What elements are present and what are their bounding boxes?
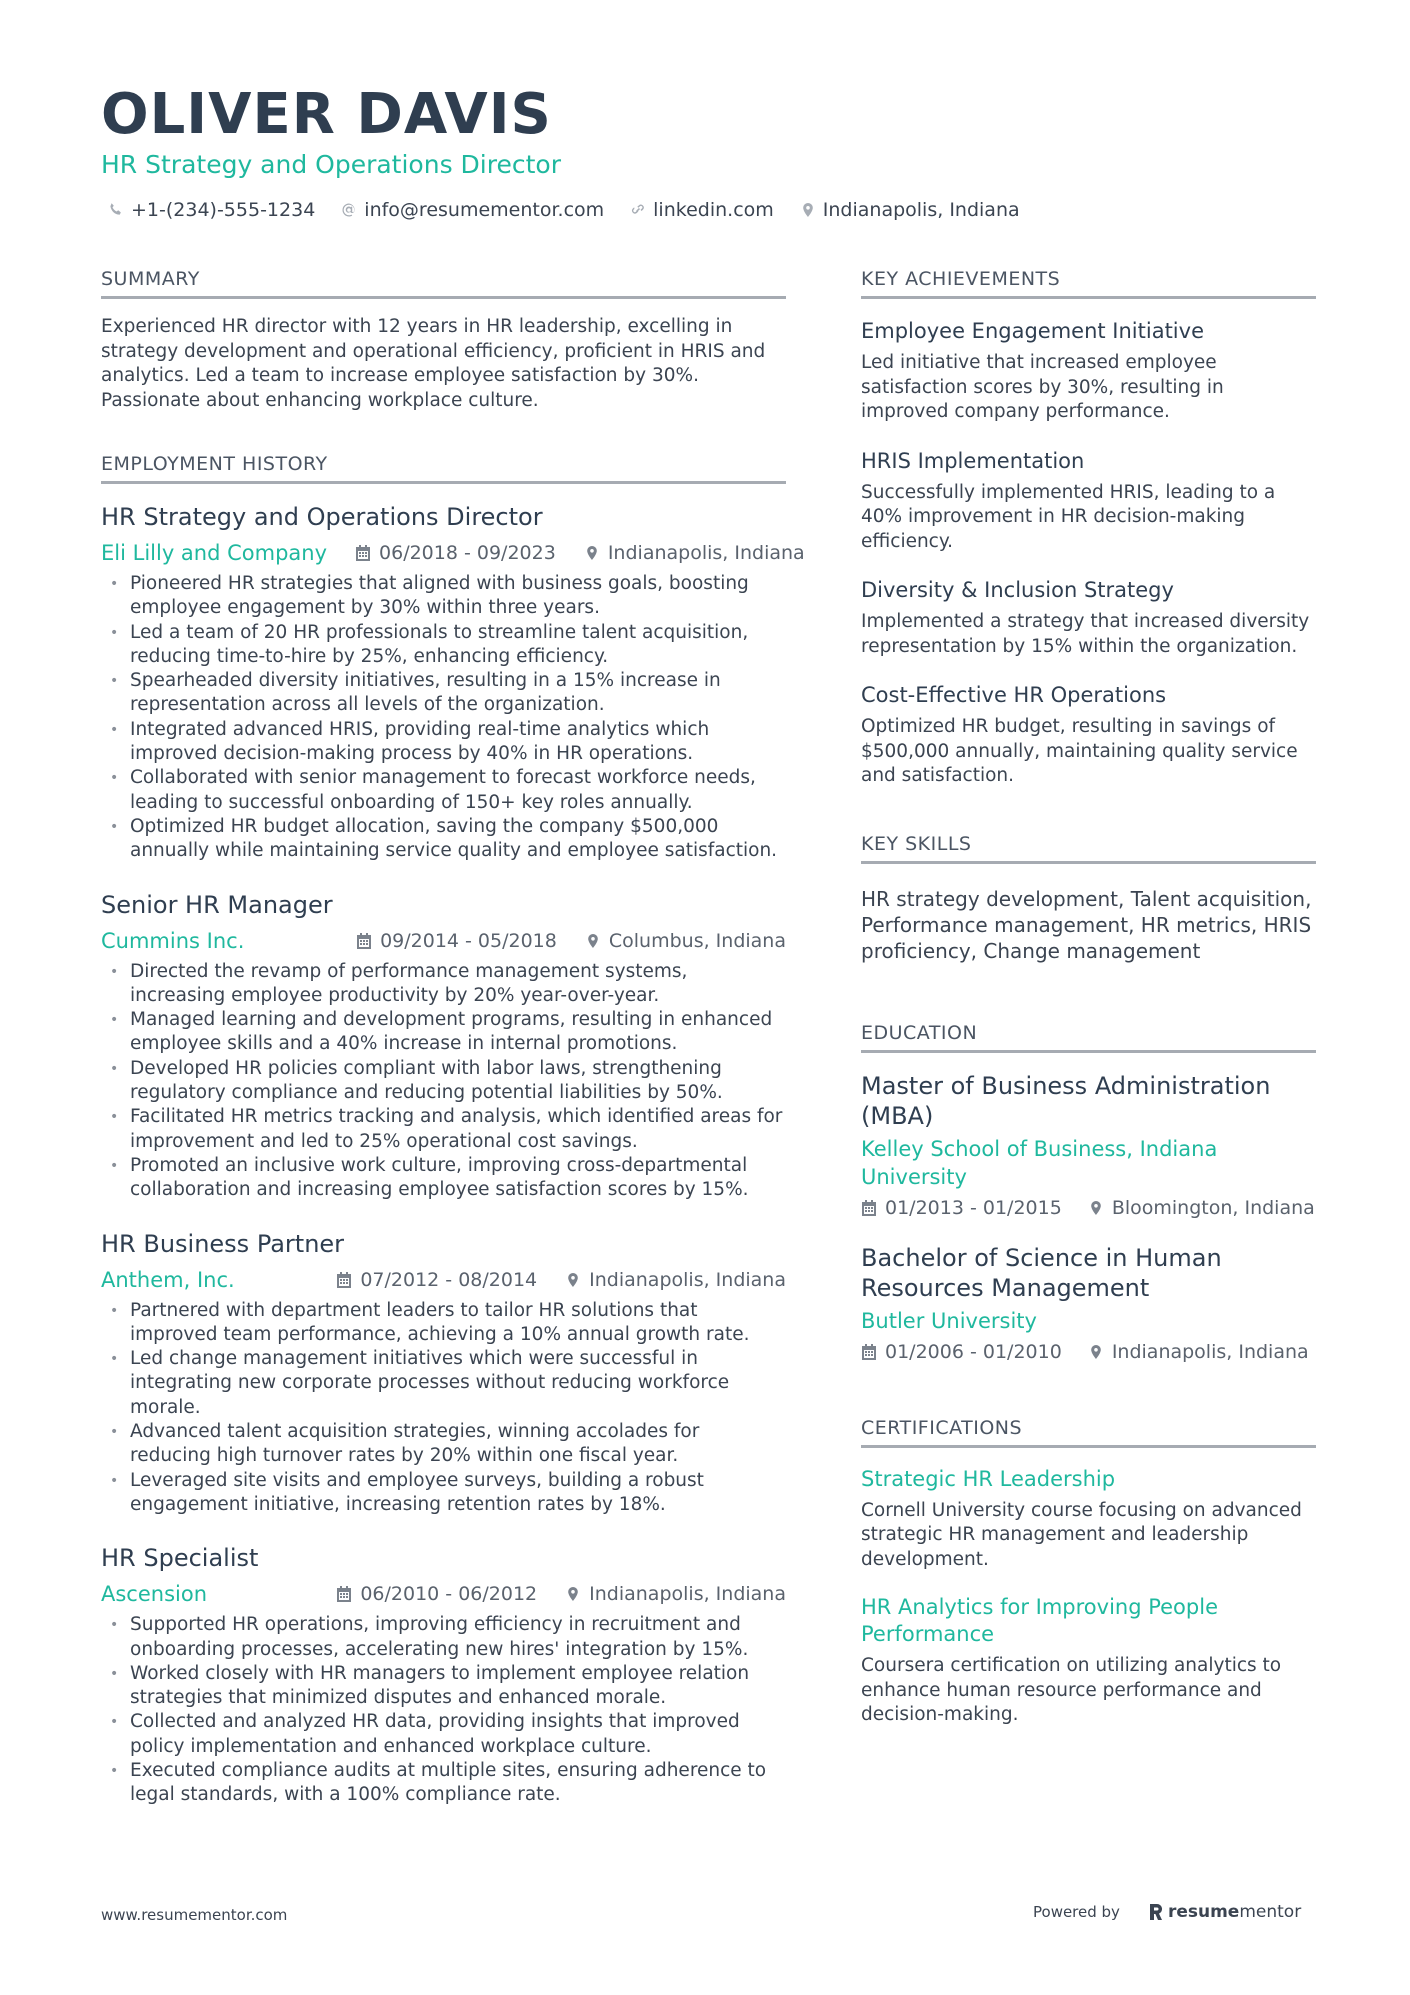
- job-dates: [336, 1269, 537, 1291]
- achievement-text: Led initiative that increased employee satisfaction scores by 30%, resulting in improved company performance.: [861, 352, 1224, 422]
- job-dates: [356, 930, 557, 952]
- job-location-text: Indianapolis, Indiana: [589, 1583, 786, 1606]
- resumementor-logo-icon: [1148, 1903, 1164, 1921]
- education-location: [1088, 1197, 1315, 1219]
- education-item: [861, 1071, 1316, 1219]
- list-item: • Led change management initiatives which were successful in integrating new corporate processes without reducing workforce morale.: [101, 1347, 786, 1420]
- education-location-text: Indianapolis, Indiana: [1111, 1340, 1309, 1363]
- list-item: • Supported HR operations, improving efficiency in recruitment and onboarding processes, accelerating new hires' integration by 15%.: [101, 1613, 786, 1662]
- list-item: • Collected and analyzed HR data, providing insights that improved policy implementation and enhanced workplace culture.: [101, 1710, 786, 1759]
- education-meta: [861, 1341, 1316, 1363]
- education-dates: [861, 1197, 1062, 1219]
- list-item: • Promoted an inclusive work culture, improving cross-departmental collaboration and increasing employee satisfaction scores by 15%.: [101, 1154, 786, 1203]
- achievement-title: Cost-Effective HR Operations: [861, 683, 1167, 707]
- job-location-text: Indianapolis, Indiana: [589, 1268, 786, 1291]
- job-location-text: Columbus, Indiana: [608, 929, 786, 952]
- job-bullets: [101, 960, 786, 1203]
- achievement-item: [861, 447, 1316, 555]
- list-item: • Developed HR policies compliant with labor laws, strengthening regulatory compliance and reducing potential liabilities by 50%.: [101, 1057, 786, 1106]
- job-title: HR Strategy and Operations Director: [101, 503, 543, 531]
- location-icon: [1088, 1200, 1104, 1216]
- job-location: [565, 1583, 786, 1605]
- job-bullets: [101, 572, 786, 864]
- job-meta: [101, 1579, 786, 1609]
- achievement-text: Optimized HR budget, resulting in savings of $500,000 annually, maintaining quality service and satisfaction.: [861, 716, 1298, 786]
- job-dates-text: 07/2012 - 08/2014: [360, 1268, 538, 1291]
- job-location: [585, 930, 786, 952]
- summary-section: [101, 268, 786, 413]
- achievement-title: HRIS Implementation: [861, 448, 1085, 473]
- certification-title: HR Analytics for Improving People Performance: [861, 1595, 1218, 1646]
- brand-logo: [1148, 1902, 1301, 1922]
- contact-linkedin-text: linkedin.com: [653, 199, 774, 221]
- contact-email: [341, 199, 604, 221]
- achievement-text: Successfully implemented HRIS, leading to a 40% improvement in HR decision-making efficiency.: [861, 481, 1276, 552]
- certification-title: Strategic HR Leadership: [861, 1466, 1116, 1491]
- calendar-icon: [356, 933, 372, 949]
- list-item: • Optimized HR budget allocation, saving the company $500,000 annually while maintaining service quality and employee satisfaction.: [101, 815, 786, 864]
- calendar-icon: [336, 1272, 352, 1288]
- footer-powered-by: [1033, 1902, 1301, 1922]
- job-location: [565, 1269, 786, 1291]
- list-item: • Directed the revamp of performance management systems, increasing employee productivity by 20% year-over-year.: [101, 960, 786, 1009]
- job-meta: [101, 1265, 786, 1295]
- achievement-title: Diversity & Inclusion Strategy: [861, 578, 1174, 602]
- candidate-role: HR Strategy and Operations Director: [101, 150, 561, 179]
- calendar-icon: [355, 545, 371, 561]
- education-heading: EDUCATION: [861, 1022, 1316, 1053]
- job-bullets: [101, 1613, 786, 1807]
- brand-name-bold: resume: [1167, 1902, 1240, 1922]
- skills-section: [861, 833, 1316, 964]
- footer-website: www.resumementor.com: [101, 1906, 288, 1924]
- calendar-icon: [336, 1586, 352, 1602]
- education-location: [1088, 1341, 1309, 1363]
- job-meta: [101, 926, 786, 956]
- list-item: • Facilitated HR metrics tracking and analysis, which identified areas for improvement and led to 25% operational cost savings.: [101, 1105, 786, 1154]
- achievements-heading: KEY ACHIEVEMENTS: [861, 268, 1316, 299]
- phone-icon: [108, 202, 124, 218]
- education-location-text: Bloomington, Indiana: [1111, 1196, 1315, 1219]
- job-title: HR Business Partner: [101, 1229, 345, 1258]
- location-icon: [565, 1586, 581, 1602]
- certification-item: [861, 1466, 1316, 1573]
- list-item: • Managed learning and development programs, resulting in enhanced employee skills and a 40% increase in internal promotions.: [101, 1008, 786, 1057]
- list-item: • Led a team of 20 HR professionals to streamline talent acquisition, reducing time-to-hire by 25%, enhancing efficiency.: [101, 621, 786, 670]
- job-entry: [101, 1229, 786, 1518]
- list-item: • Pioneered HR strategies that aligned with business goals, boosting employee engagement by 30% within three years.: [101, 572, 786, 621]
- list-item: • Integrated advanced HRIS, providing real-time analytics which improved decision-making process by 40% in HR operations.: [101, 718, 786, 767]
- right-column: [861, 268, 1316, 1728]
- skills-text: HR strategy development, Talent acquisition, Performance management, HR metrics, HRIS proficiency, Change management: [861, 886, 1312, 963]
- list-item: • Worked closely with HR managers to implement employee relation strategies that minimized disputes and enhanced morale.: [101, 1662, 786, 1711]
- education-degree: Master of Business Administration (MBA): [861, 1071, 1271, 1130]
- contact-phone-text: +1-(234)-555-1234: [131, 199, 316, 221]
- list-item: • Collaborated with senior management to forecast workforce needs, leading to successful onboarding of 150+ key roles annually.: [101, 766, 786, 815]
- job-bullets: [101, 1299, 786, 1518]
- location-icon: [585, 933, 601, 949]
- list-item: • Spearheaded diversity initiatives, resulting in a 15% increase in representation across all levels of the organization.: [101, 669, 786, 718]
- at-icon: [341, 202, 357, 218]
- job-location-text: Indianapolis, Indiana: [607, 542, 805, 564]
- education-dates-text: 01/2013 - 01/2015: [885, 1196, 1062, 1219]
- location-icon: [584, 545, 600, 561]
- contact-linkedin: [630, 199, 774, 221]
- job-entry: [101, 1543, 786, 1807]
- education-dates-text: 01/2006 - 01/2010: [885, 1340, 1062, 1363]
- certifications-heading: CERTIFICATIONS: [861, 1417, 1316, 1448]
- achievement-item: [861, 681, 1316, 789]
- job-company: Eli Lilly and Company: [101, 541, 328, 565]
- achievement-item: [861, 317, 1316, 425]
- job-entry: [101, 502, 805, 864]
- summary-text: Experienced HR director with 12 years in HR leadership, excelling in strategy development and operational efficiency, proficient in HRIS and analytics. Led a team to increase employee satisfaction by 30%. Passionate about enhancing workplace culture.: [101, 316, 766, 411]
- calendar-icon: [861, 1200, 877, 1216]
- education-item: [861, 1243, 1316, 1363]
- employment-section: [101, 453, 805, 1808]
- achievement-item: [861, 576, 1316, 659]
- education-degree: Bachelor of Science in Human Resources Management: [861, 1243, 1222, 1302]
- powered-by-label: Powered by: [1033, 1903, 1120, 1921]
- certification-item: [861, 1594, 1316, 1728]
- skills-heading: KEY SKILLS: [861, 833, 1316, 864]
- contact-phone: [108, 199, 315, 221]
- location-icon: [800, 202, 816, 218]
- brand-name-light: mentor: [1239, 1902, 1302, 1922]
- contact-location: [800, 199, 1020, 221]
- education-meta: [861, 1197, 1316, 1219]
- location-icon: [565, 1272, 581, 1288]
- education-section: [861, 1022, 1316, 1363]
- job-entry: [101, 890, 786, 1203]
- certifications-section: [861, 1417, 1316, 1728]
- list-item: • Advanced talent acquisition strategies, winning accolades for reducing high turnover rates by 20% within one fiscal year.: [101, 1420, 786, 1469]
- job-location: [584, 542, 805, 564]
- list-item: • Partnered with department leaders to tailor HR solutions that improved team performance, achieving a 10% annual growth rate.: [101, 1299, 786, 1348]
- job-dates-text: 09/2014 - 05/2018: [380, 929, 557, 952]
- education-school: Butler University: [861, 1308, 1037, 1333]
- achievements-section: [861, 268, 1316, 789]
- education-school: Kelley School of Business, Indiana University: [861, 1136, 1218, 1189]
- contact-bar: [108, 199, 1046, 221]
- summary-heading: SUMMARY: [101, 268, 786, 299]
- certification-text: Cornell University course focusing on advanced strategic HR management and leadership development.: [861, 1499, 1302, 1570]
- job-company: Ascension: [101, 1582, 208, 1607]
- achievement-text: Implemented a strategy that increased diversity representation by 15% within the organization.: [861, 611, 1310, 657]
- candidate-name: OLIVER DAVIS: [101, 82, 552, 147]
- calendar-icon: [861, 1344, 877, 1360]
- employment-heading: EMPLOYMENT HISTORY: [101, 453, 786, 484]
- contact-location-text: Indianapolis, Indiana: [822, 199, 1020, 221]
- job-company: Anthem, Inc.: [101, 1267, 235, 1292]
- certification-text: Coursera certification on utilizing analytics to enhance human resource performance and decision-making.: [861, 1655, 1282, 1725]
- job-dates-text: 06/2010 - 06/2012: [360, 1583, 538, 1606]
- achievement-title: Employee Engagement Initiative: [861, 319, 1204, 343]
- job-title: HR Specialist: [101, 1544, 259, 1573]
- job-dates: [355, 542, 556, 564]
- list-item: • Leveraged site visits and employee surveys, building a robust engagement initiative, increasing retention rates by 18%.: [101, 1469, 786, 1518]
- link-icon: [630, 202, 646, 218]
- job-company: Cummins Inc.: [101, 928, 245, 953]
- education-dates: [861, 1341, 1062, 1363]
- job-dates-text: 06/2018 - 09/2023: [379, 542, 556, 564]
- location-icon: [1088, 1344, 1104, 1360]
- contact-email-text: info@resumementor.com: [364, 199, 605, 221]
- list-item: • Executed compliance audits at multiple sites, ensuring adherence to legal standards, with a 100% compliance rate.: [101, 1759, 786, 1808]
- job-title: Senior HR Manager: [101, 890, 333, 919]
- left-column: [101, 268, 805, 1808]
- job-dates: [336, 1583, 537, 1605]
- job-meta: [101, 538, 805, 568]
